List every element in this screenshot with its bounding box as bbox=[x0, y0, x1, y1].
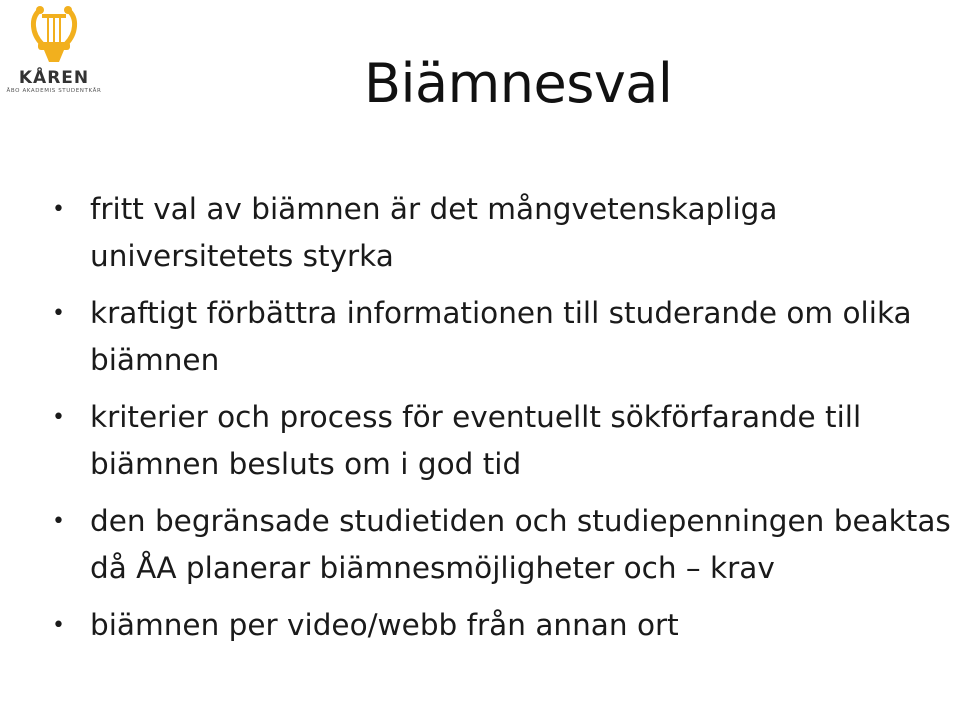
lyre-icon bbox=[26, 4, 82, 66]
bullet-item bbox=[50, 602, 955, 649]
logo-name: KÅREN bbox=[18, 68, 90, 88]
bullet-item bbox=[50, 394, 955, 488]
bullet-dot-icon: • bbox=[52, 197, 65, 222]
bullet-text: biämnen per video/webb från annan ort bbox=[90, 608, 679, 642]
bullet-item bbox=[50, 290, 955, 384]
bullet-text: kriterier och process för eventuellt sökförfarande till biämnen besluts om i god tid bbox=[90, 400, 862, 481]
bullet-dot-icon: • bbox=[52, 405, 65, 430]
bullet-dot-icon: • bbox=[52, 509, 65, 534]
slide-title: Biämnesval bbox=[364, 52, 673, 115]
bullet-text: fritt val av biämnen är det mångvetenskapliga universitetets styrka bbox=[90, 192, 778, 273]
bullet-dot-icon: • bbox=[52, 613, 65, 638]
bullet-dot-icon: • bbox=[52, 301, 65, 326]
logo-subtitle: ÅBO AKADEMIS STUDENTKÅR bbox=[6, 88, 102, 94]
bullet-text: den begränsade studietiden och studiepenningen beaktas då ÅA planerar biämnesmöjligheter och – krav bbox=[90, 504, 951, 585]
bullet-item bbox=[50, 498, 955, 592]
bullet-text: kraftigt förbättra informationen till studerande om olika biämnen bbox=[90, 296, 912, 377]
karen-logo bbox=[4, 4, 104, 112]
bullet-item bbox=[50, 186, 955, 280]
bullet-list bbox=[50, 186, 955, 659]
